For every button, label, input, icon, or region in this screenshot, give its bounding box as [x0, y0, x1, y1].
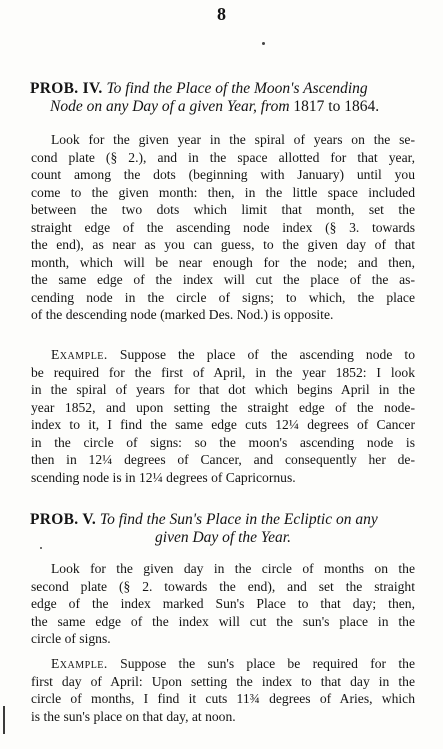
- ink-speck: [262, 42, 265, 45]
- text-line: circle of months, I find it cuts 11¾ degrees of Aries, which: [31, 691, 415, 706]
- text-fragment: Suppose the sun's place be required for the: [120, 656, 415, 671]
- text-line: second plate (§ 2. towards the end), and set the straight: [31, 578, 415, 594]
- example-label: Example.: [51, 347, 108, 362]
- text-line: between the two dots which limit that month, set the: [31, 202, 415, 217]
- problem-4-heading-line1: [30, 80, 416, 98]
- problem-4-heading-line2: [30, 98, 416, 116]
- text-line: cond plate (§ 2.), and in the space allotted for that year,: [31, 149, 415, 165]
- text-line: in the circle of signs: so the moon's ascending node is: [31, 434, 415, 450]
- example-5-first-line: [31, 655, 415, 673]
- text-line: in the spiral of years for that dot which begins April in the: [31, 382, 415, 397]
- problem-5-heading: [30, 511, 416, 547]
- example-4-first-line: [31, 346, 415, 364]
- problem-4-title-line2: Node on any Day of a given Year, from: [50, 98, 290, 115]
- ink-speck: [40, 547, 42, 549]
- example-4-body: [31, 346, 415, 486]
- text-line: edge of the index marked Sun's Place to that day; then,: [31, 596, 415, 611]
- problem-4-title-years: 1817 to 1864.: [293, 98, 380, 115]
- text-line: scending node is in 12¼ degrees of Capricornus.: [31, 469, 296, 485]
- text-line: be required for the first of April, in the year 1852: I look: [31, 364, 415, 380]
- problem-4-title-line1: To find the Place of the Moon's Ascending: [106, 80, 368, 97]
- example-label: Example.: [51, 656, 108, 671]
- text-line: year 1852, and upon setting the straight edge of the node-: [31, 399, 415, 415]
- text-line: Look for the given year in the spiral of years on the se-: [51, 132, 415, 147]
- problem-5-body: [31, 560, 415, 648]
- text-line: the same edge of the index will cut the sun's place in the: [31, 613, 415, 629]
- text-line: circle of signs.: [31, 631, 111, 646]
- text-line: is the sun's place on that day, at noon.: [31, 708, 236, 724]
- problem-5-heading-line1: [30, 511, 416, 529]
- example-5-body: [31, 655, 415, 725]
- text-line: Look for the given day in the circle of months on the: [51, 561, 415, 576]
- problem-4-body: [31, 131, 415, 324]
- problem-5-title-line1: To find the Sun's Place in the Ecliptic on any: [99, 511, 378, 528]
- text-line: then in 12¼ degrees of Cancer, and consequently her de-: [31, 452, 415, 467]
- margin-mark: [3, 706, 5, 734]
- text-line: come to the given month: then, in the little space included: [31, 184, 415, 200]
- text-line: straight edge of the ascending node index (§ 3. towards: [31, 219, 415, 235]
- problem-5-label: PROB. V.: [30, 511, 96, 528]
- problem-4-heading: [30, 80, 416, 116]
- text-line: month, which will be near enough for the node; and then,: [31, 254, 415, 270]
- text-line: the same edge of the index will cut the place of the as-: [31, 272, 415, 287]
- text-line: the end), as near as you can guess, to the given day of that: [31, 237, 415, 252]
- problem-4-label: PROB. IV.: [30, 80, 103, 97]
- text-line: cending node in the circle of signs; to which, the place: [31, 289, 415, 305]
- text-line: first day of April: Upon setting the index to that day in the: [31, 673, 415, 689]
- text-line: of the descending node (marked Des. Nod.) is opposite.: [31, 307, 334, 322]
- text-line: index to it, I find the same edge cuts 12¼ degrees of Cancer: [31, 417, 415, 432]
- text-fragment: Suppose the place of the ascending node to: [119, 347, 415, 362]
- page-number: 8: [217, 4, 226, 24]
- text-line: count among the dots (beginning with January) until you: [31, 167, 415, 182]
- problem-5-title-line2: given Day of the Year.: [155, 529, 291, 546]
